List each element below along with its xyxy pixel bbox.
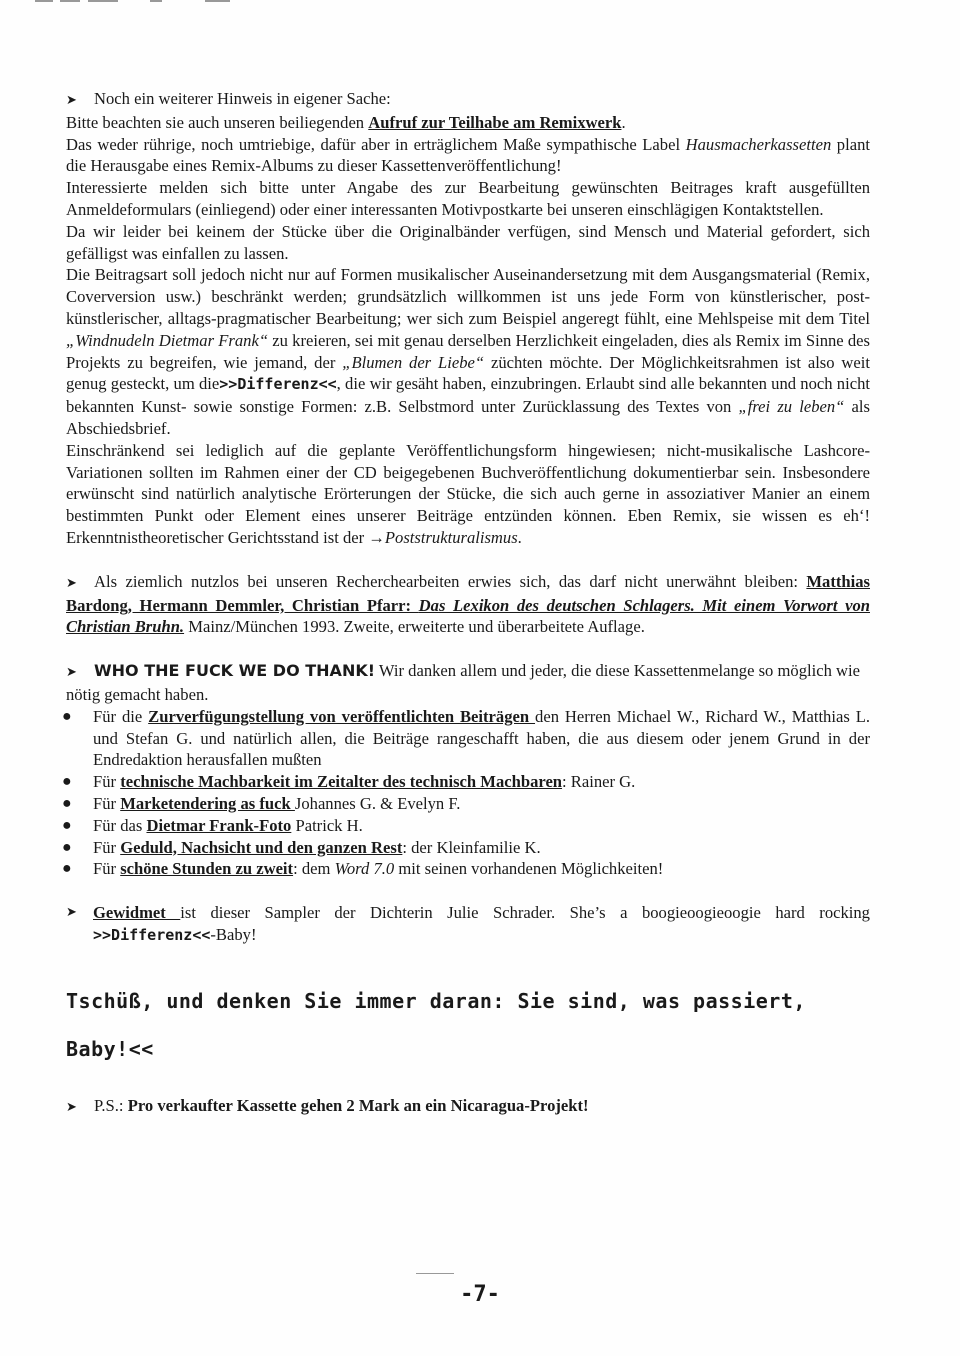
text: zu kreieren, sei mit genau derselben Herzlichkeit eingeladen, dies als Remix im Sinne des Projekts zu begreifen, wie jemand, der bbox=[66, 330, 870, 372]
dot-bullet-icon: ● bbox=[62, 838, 72, 856]
underlined-term: technische Machbarkeit im Zeitalter des technisch Machbaren bbox=[120, 772, 563, 792]
text: Für bbox=[93, 837, 121, 857]
thanks-list bbox=[62, 706, 870, 880]
italic-term: Word 7.0 bbox=[334, 859, 395, 879]
ps-label: P.S.: bbox=[94, 1095, 128, 1115]
lead-text: Noch ein weiterer Hinweis in eigener Sache: bbox=[94, 89, 391, 108]
italic-title: „frei zu leben“ bbox=[738, 397, 845, 417]
list-item bbox=[62, 706, 870, 771]
italic-title: „Windnudeln Dietmar Frank“ bbox=[66, 330, 269, 350]
page-number: -7- bbox=[460, 1282, 500, 1307]
list-item bbox=[62, 815, 870, 837]
label-name: Hausmacherkassetten bbox=[685, 134, 832, 154]
dot-bullet-icon: ● bbox=[62, 773, 72, 791]
text: als Abschiedsbrief. bbox=[66, 397, 870, 438]
text: ist dieser Sampler der Dichterin Julie Schrader. She’s a boogieoogieoogie hard rocking bbox=[180, 903, 870, 923]
section-dedication bbox=[66, 902, 870, 947]
page-number-rule bbox=[416, 1273, 454, 1274]
text: Mainz/München 1993. Zweite, erweiterte und überarbeitete Auflage. bbox=[184, 617, 645, 637]
dot-bullet-icon: ● bbox=[62, 860, 72, 878]
text: : der Kleinfamilie K. bbox=[402, 837, 541, 857]
text: Patrick H. bbox=[291, 815, 363, 835]
text: -Baby! bbox=[210, 924, 257, 944]
arrow-bullet-icon: ➤ bbox=[66, 93, 77, 108]
list-item bbox=[62, 858, 870, 880]
ps-text: Pro verkaufter Kassette gehen 2 Mark an ein Nicaragua-Projekt! bbox=[127, 1095, 589, 1115]
dot-bullet-icon: ● bbox=[62, 816, 72, 834]
section-thanks bbox=[62, 660, 870, 880]
text: Für die bbox=[93, 706, 149, 726]
underlined-term: schöne Stunden zu zweit bbox=[120, 859, 294, 879]
text: Das weder rührige, noch umtriebige, dafür aber in erträglichem Maße sympathische Label bbox=[66, 134, 686, 154]
book-title: Das Lexikon des deutschen Schlagers. Mit einem Vorwort von Christian Bruhn. bbox=[66, 595, 870, 637]
text: . bbox=[621, 112, 626, 132]
text: mit seinen vorhandenen Möglichkeiten! bbox=[394, 859, 664, 879]
document-body bbox=[62, 88, 870, 1118]
text: Bitte beachten sie auch unseren beiliegenden bbox=[66, 112, 369, 132]
closing-slogan bbox=[66, 977, 870, 1073]
text: , die wir gesäht haben, einzubringen. Erlaubt sind alle bekannten und noch nicht bekannten Kunst- sowie sonstige Formen: z.B. Selbstmord unter Zurücklassung des Textes von bbox=[66, 374, 870, 417]
text: züchten möchte. Der Möglichkeitsrahmen ist also weit genug gesteckt, um die bbox=[66, 352, 870, 394]
underlined-term: Geduld, Nachsicht und den ganzen Rest bbox=[120, 837, 403, 857]
book-authors: Matthias Bardong, Hermann Demmler, Christian Pfarr: bbox=[66, 571, 870, 615]
text: Johannes G. & Evelyn F. bbox=[294, 793, 461, 813]
text: Für bbox=[93, 772, 121, 792]
text: den Herren Michael W., Richard W., Matthias L. und Stefan G. und natürlich allen, die Beiträge rangeschafft haben, die aus diesem oder jenem Grund in der Endredaktion herausfallen mußten bbox=[93, 706, 870, 770]
text: plant die Herausgabe eines Remix-Albums zu dieser Kassettenveröffentlichung! bbox=[66, 134, 870, 176]
text: Einschränkend sei lediglich auf die geplante Veröffentlichungsform hingewiesen; nicht-musikalische Lashcore-Variationen sollten im Rahmen einer der CD beigegebenen Buchveröffentlichung dokumentierbar sein. Insbesondere erwünscht sind natürlich analytische Erörterungen der Stücke, die sich auch gerne in assoziativer Manier an einem bestimmten Punkt oder Element eines unserer Beiträge entzünden können. Eben Remix, sie wissen es eh‘! Erkenntnistheoretischer Gerichtsstand ist der bbox=[66, 440, 870, 547]
closing-line-1: Tschüß, und denken Sie immer daran: Sie sind, was passiert, bbox=[66, 988, 806, 1013]
text: Für bbox=[93, 859, 121, 879]
list-item bbox=[62, 771, 870, 793]
italic-title: „Blumen der Liebe“ bbox=[342, 352, 485, 372]
arrow-bullet-icon: ➤ bbox=[66, 905, 77, 921]
paragraph: Interessierte melden sich bitte unter Angabe des zur Bearbeitung gewünschten Beitrages kraft ausgefüllten Anmeldeformulars (einliegend) oder einer interessanten Motivpostkarte bei unseren einschlägigen Kontaktstellen. bbox=[66, 178, 870, 219]
text: : dem bbox=[293, 859, 335, 879]
arrow-bullet-icon: ➤ bbox=[66, 665, 77, 681]
dot-bullet-icon: ● bbox=[62, 794, 72, 812]
section-remix-notice bbox=[66, 88, 870, 549]
text: Als ziemlich nutzlos bei unseren Recherchearbeiten erwies sich, das darf nicht unerwähnt bleiben: bbox=[94, 571, 807, 591]
italic-term: Poststrukturalismus bbox=[384, 527, 518, 547]
section-lexikon bbox=[66, 571, 870, 638]
text: Die Beitragsart soll jedoch nicht nur auf Formen musikalischer Auseinandersetzung mit dem Ausgangsmaterial (Remix, Coverversion usw.) beschränkt werden; grundsätzlich willkommen ist uns jede Form von künstlerischer, post-künstlerischer, alltags-pragmatischer Bearbeitung; wer sich zum Beispiel angeregt fühlt, eine Mehlspeise mit dem Titel bbox=[66, 265, 870, 328]
dot-bullet-icon: ● bbox=[62, 707, 72, 725]
text: : Rainer G. bbox=[562, 772, 636, 792]
arrow-bullet-icon: ➤ bbox=[66, 1099, 77, 1115]
list-item bbox=[62, 837, 870, 859]
remix-call-link: Aufruf zur Teilhabe am Remixwerk bbox=[368, 112, 622, 132]
thanks-heading: WHO THE FUCK WE DO THANK! bbox=[94, 661, 376, 681]
closing-line-2: Baby!<< bbox=[66, 1036, 154, 1061]
underlined-term: Gewidmet bbox=[93, 903, 181, 923]
postscript bbox=[66, 1095, 870, 1119]
text: Für bbox=[93, 793, 121, 813]
text: . bbox=[517, 527, 522, 547]
underlined-term: Marketendering as fuck bbox=[120, 793, 295, 813]
underlined-term: Dietmar Frank-Foto bbox=[146, 815, 292, 835]
differenz-logo-text: >>Differenz<< bbox=[93, 925, 211, 944]
underlined-term: Zurverfügungstellung von veröffentlichten Beiträgen bbox=[148, 706, 536, 726]
differenz-logo-text: >>Differenz<< bbox=[219, 375, 337, 394]
paragraph: Da wir leider bei keinem der Stücke über die Originalbänder verfügen, sind Mensch und Material gefordert, sich gefälligst was einfallen zu lassen. bbox=[66, 221, 870, 263]
scan-top-marks bbox=[0, 0, 300, 4]
text: Wir danken allem und jeder, die diese Kassettenmelange so möglich wie nötig gemacht haben. bbox=[66, 661, 860, 704]
arrow-bullet-icon: ➤ bbox=[66, 575, 77, 591]
right-arrow-icon: → bbox=[368, 527, 385, 547]
list-item bbox=[62, 793, 870, 815]
text: Für das bbox=[93, 815, 147, 835]
